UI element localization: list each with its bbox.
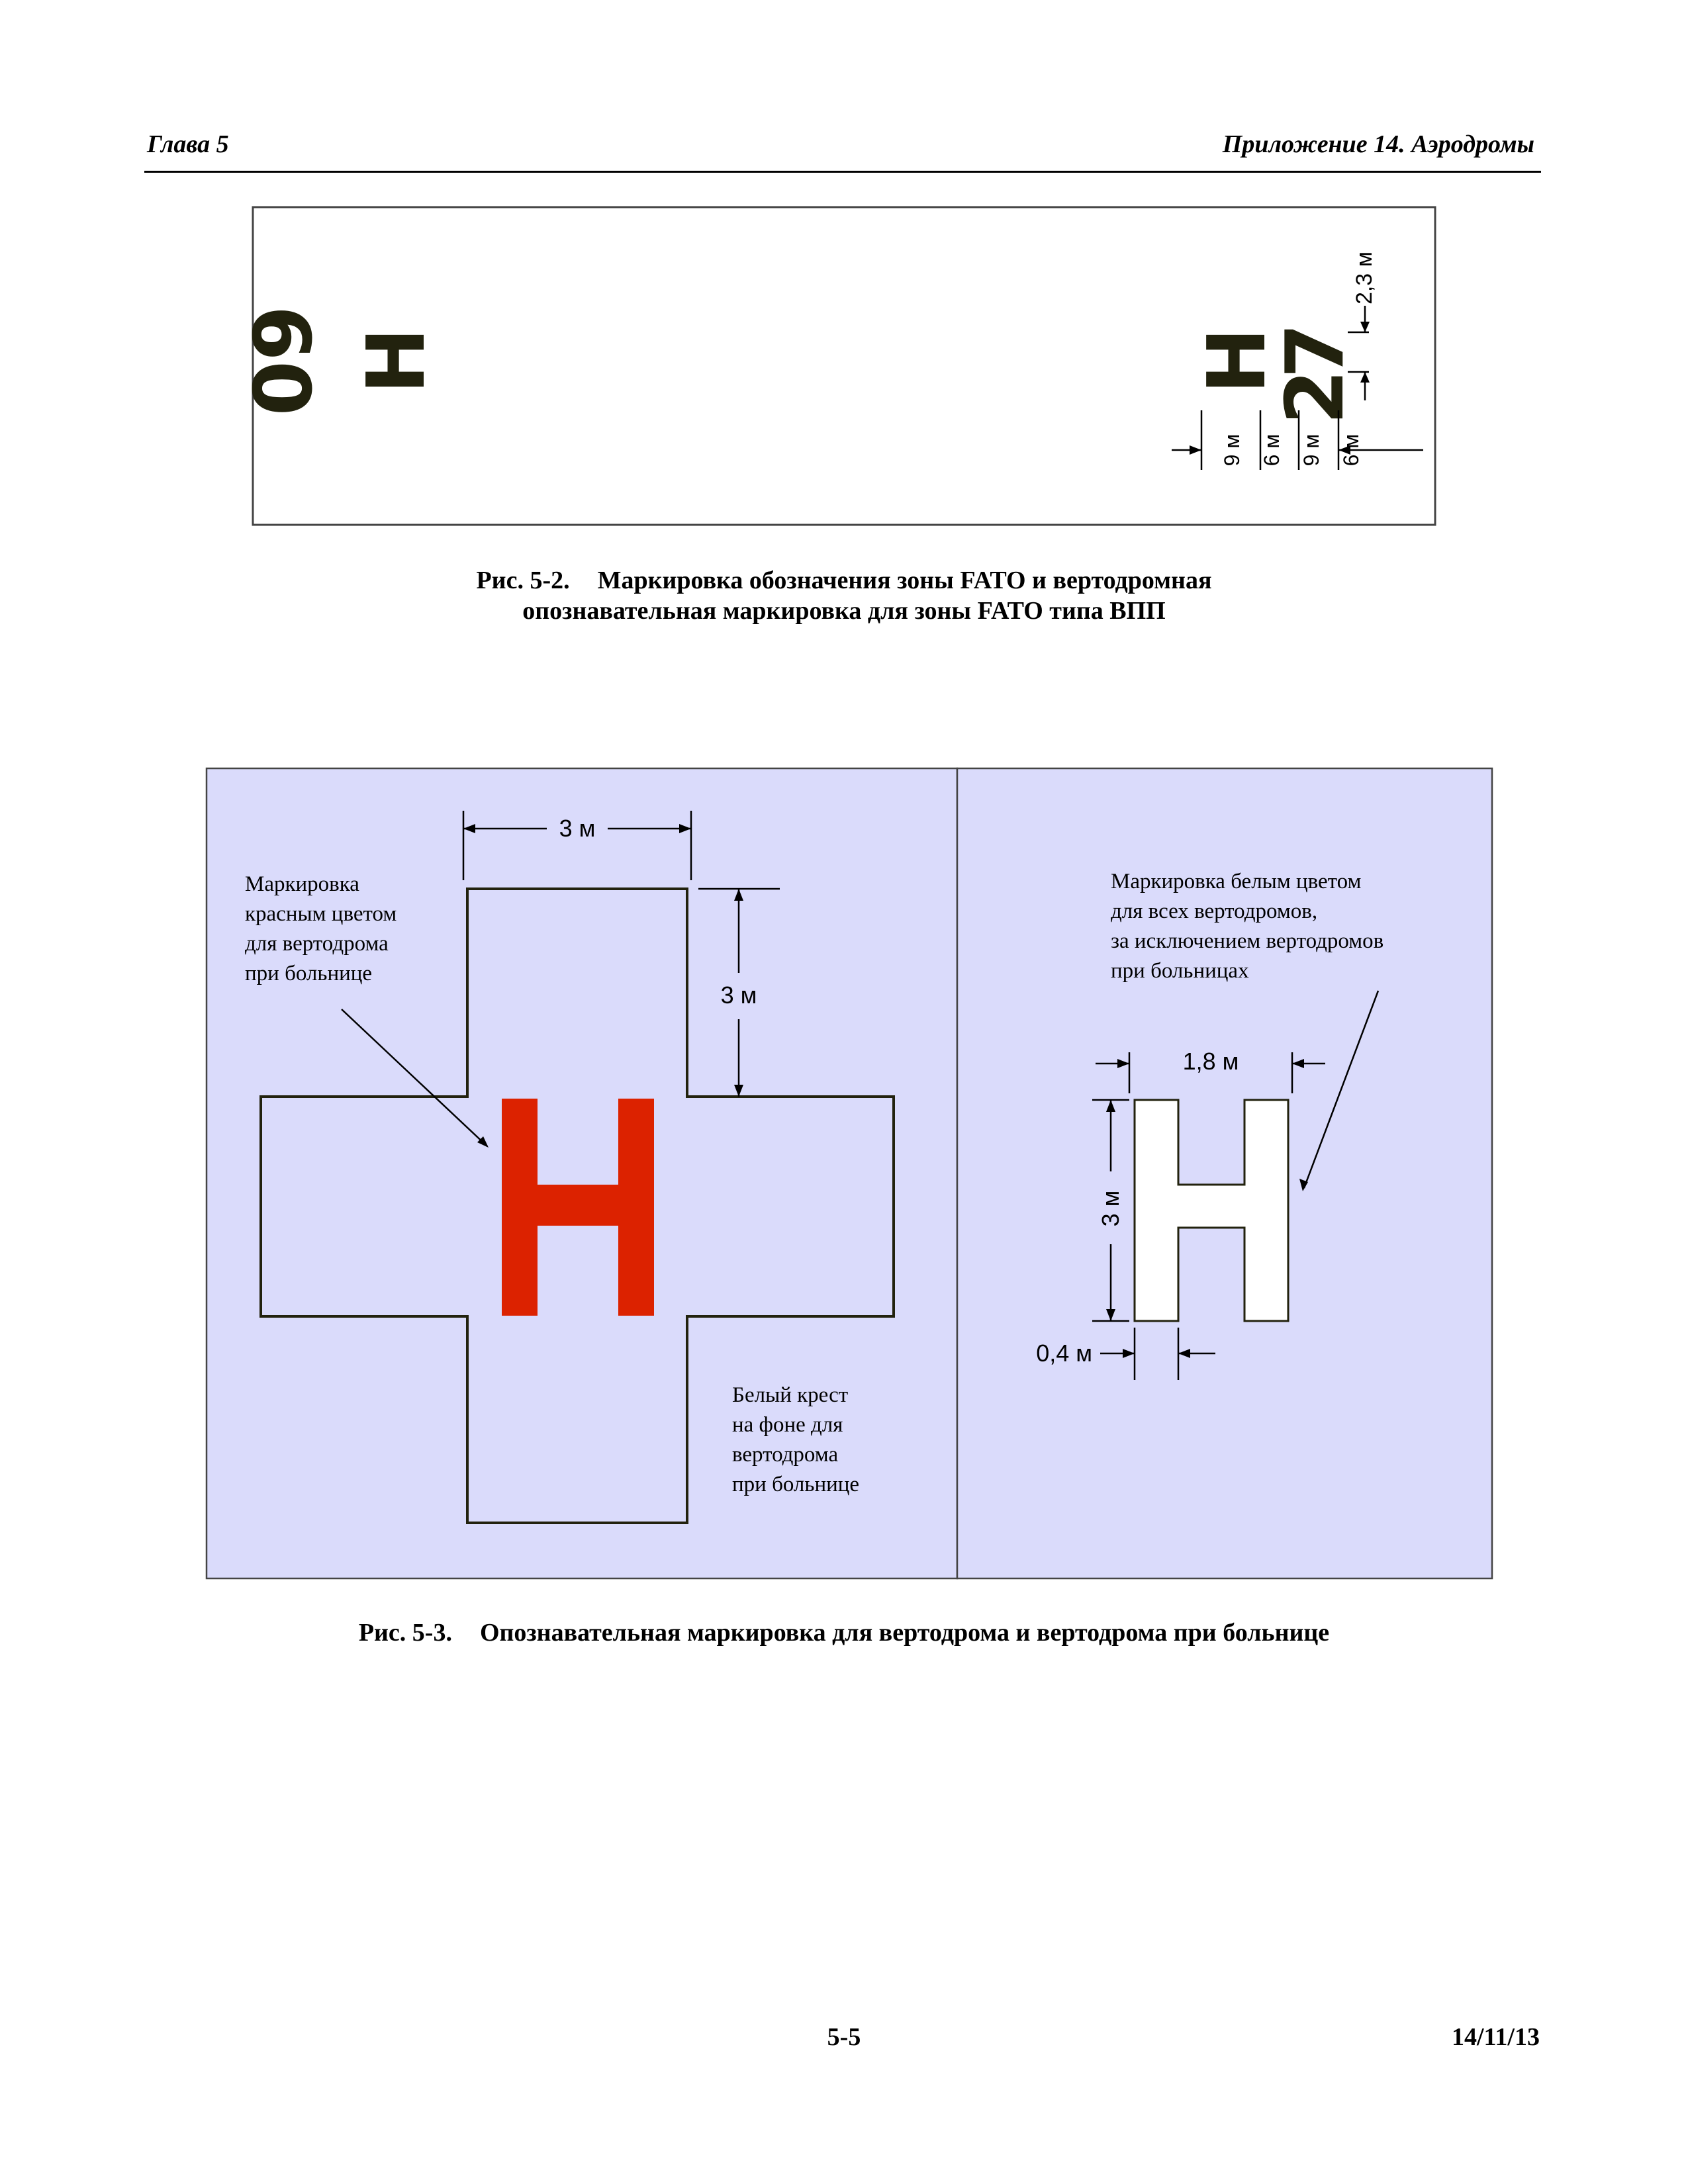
chapter-header: Глава 5: [147, 130, 229, 158]
red-note-line-3: для вертодрома: [245, 932, 389, 956]
figure-5-2-caption-line2: опознавательная маркировка для зоны FATO типа ВПП: [522, 597, 1166, 625]
white-note-line-4: при больницах: [1111, 959, 1249, 983]
cross-note-line-1: Белый крест: [732, 1383, 849, 1407]
red-note-line-2: красным цветом: [245, 902, 397, 926]
figure-5-2-caption-line1: Маркировка обозначения зоны FATO и вертодромная: [597, 567, 1212, 594]
figure-5-2-caption-label: Рис. 5-2.: [476, 567, 570, 594]
page-number: 5-5: [827, 2023, 861, 2051]
white-h-width-dim: 1,8 м: [1182, 1048, 1239, 1075]
figure-5-3-caption: [0, 1617, 1688, 1648]
page-date: 14/11/13: [1451, 2023, 1540, 2051]
cross-note-line-3: вертодрома: [732, 1443, 839, 1467]
red-note-line-1: Маркировка: [245, 872, 359, 896]
red-note-line-4: при больнице: [245, 962, 373, 985]
cross-note-line-4: при больнице: [732, 1473, 860, 1496]
white-note-line-3: за исключением вертодромов: [1111, 929, 1384, 953]
dim-width-2: 6 м: [1260, 433, 1284, 467]
cross-width-dim: 3 м: [559, 815, 596, 842]
right-designation-digit-bottom: 2: [1270, 369, 1362, 425]
white-note-line-1: Маркировка белым цветом: [1111, 870, 1362, 893]
dim-width-4: 6 м: [1339, 433, 1363, 467]
figure-5-2-caption: [0, 565, 1688, 626]
figure-5-2: [0, 0, 1688, 543]
white-note-line-2: для всех вертодромов,: [1111, 899, 1318, 923]
white-h-height-dim: 3 м: [1097, 1190, 1124, 1227]
left-heliport-letter: H: [351, 327, 443, 394]
figure-5-3-caption-label: Рис. 5-3.: [358, 1619, 452, 1647]
annex-header: Приложение 14. Аэродромы: [1222, 130, 1534, 158]
cross-note-line-2: на фоне для: [732, 1413, 843, 1437]
right-designation-digit-top: 7: [1270, 323, 1362, 379]
left-designation-number: 09: [238, 305, 330, 416]
dim-width-1: 9 м: [1220, 433, 1244, 467]
figure-5-3-caption-text: Опознавательная маркировка для вертодрома и вертодрома при больнице: [479, 1619, 1330, 1647]
dim-width-3: 9 м: [1299, 433, 1323, 467]
white-h-stroke-dim: 0,4 м: [1036, 1340, 1092, 1367]
right-heliport-letter: H: [1192, 327, 1284, 394]
figure-5-3: [0, 754, 1688, 1602]
dim-marking-height: 2,3 м: [1352, 251, 1377, 305]
cross-height-dim: 3 м: [720, 981, 757, 1009]
